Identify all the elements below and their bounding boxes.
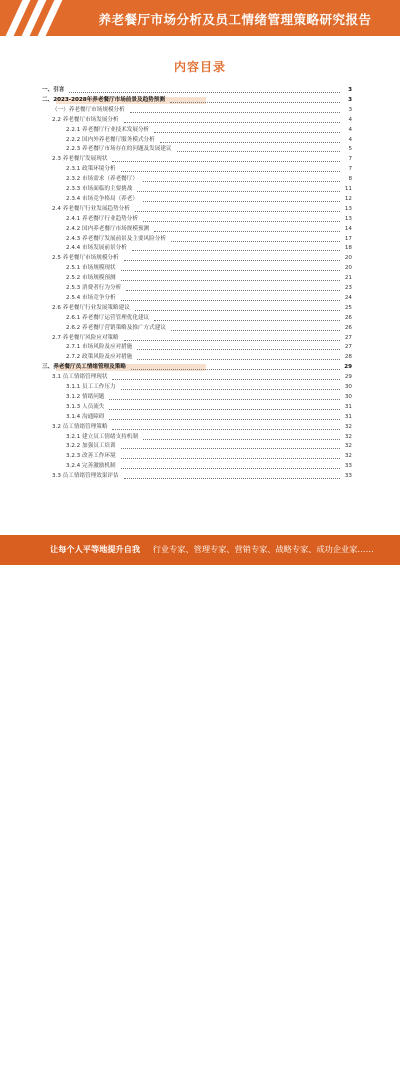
toc-page-number: 3 xyxy=(348,106,352,113)
toc-entry-title: 2.6 养老餐厅行业发展策略建议 xyxy=(52,304,130,311)
toc-leader-dots xyxy=(121,388,340,390)
toc-entry-title: 3.3 员工情绪管理效果评估 xyxy=(52,473,119,480)
toc-leader-dots xyxy=(121,170,340,172)
toc-entry[interactable] xyxy=(52,423,352,432)
toc-page-number: 14 xyxy=(344,225,352,232)
toc-leader-dots xyxy=(143,438,340,440)
toc-leader-dots xyxy=(177,150,340,152)
toc-entry-title: 2.2.3 养老餐厅市场存在的问题及发展建议 xyxy=(66,146,172,153)
toc-entry[interactable] xyxy=(52,472,352,481)
toc-leader-dots xyxy=(154,131,340,133)
toc-leader-dots xyxy=(143,180,340,182)
toc-page-number: 24 xyxy=(344,294,352,301)
toc-page-number: 32 xyxy=(344,433,352,440)
toc-entry-title: 三、养老餐厅员工情绪管理及策略 xyxy=(42,364,126,371)
toc-entry-title: 3.2 员工情绪管理策略 xyxy=(52,423,108,430)
toc-entry[interactable] xyxy=(66,225,352,234)
toc-entry-title: 2.3.1 政策环境分析 xyxy=(66,166,116,173)
toc-entry[interactable] xyxy=(52,334,352,343)
toc-leader-dots xyxy=(130,111,340,113)
toc-page-number: 26 xyxy=(344,314,352,321)
toc-page-number: 32 xyxy=(344,443,352,450)
toc-leader-dots xyxy=(171,240,340,242)
toc-entry[interactable] xyxy=(66,195,352,204)
toc-entry-title: 3.1.3 人员流失 xyxy=(66,403,105,410)
toc-leader-dots xyxy=(124,259,340,261)
toc-entry-title: 2.5 养老餐厅市场规模分析 xyxy=(52,255,119,262)
toc-heading: 内容目录 xyxy=(173,60,226,74)
toc-leader-dots xyxy=(124,339,340,341)
toc-entry[interactable] xyxy=(42,363,352,372)
toc-entry[interactable] xyxy=(52,373,352,382)
footer-banner xyxy=(0,535,400,565)
toc-page-number: 12 xyxy=(344,195,352,202)
footer-logo-icon xyxy=(12,1073,26,1087)
toc-entry-title: 3.1.4 沟通障碍 xyxy=(66,413,105,420)
toc-entry-title: 2.2.1 养老餐厅行业技术发展分析 xyxy=(66,126,150,133)
toc-page-number: 3 xyxy=(348,87,352,93)
toc-entry-title: 2.2.2 国内外养老餐厅服务模式分析 xyxy=(66,136,155,143)
toc-entry[interactable] xyxy=(66,185,352,194)
toc-page-number: 28 xyxy=(344,354,352,361)
toc-page-number: 29 xyxy=(344,374,352,381)
toc-entry[interactable] xyxy=(52,304,352,313)
footer-slogan: 让每个人平等地提升自我 xyxy=(50,544,141,554)
toc-leader-dots xyxy=(121,467,340,469)
toc-page-number: 8 xyxy=(348,176,352,183)
toc-leader-dots xyxy=(121,269,340,271)
toc-entry-title: 3.2.2 加强员工培训 xyxy=(66,443,116,450)
toc-leader-dots xyxy=(135,210,340,212)
toc-leader-dots xyxy=(154,230,340,232)
toc-leader-dots xyxy=(112,428,340,430)
toc-entry[interactable] xyxy=(66,165,352,174)
toc-entry-title: 2.3.4 市场竞争格局（养老） xyxy=(66,195,138,202)
toc-leader-dots xyxy=(154,319,340,321)
toc-entry-title: 2.4 养老餐厅行业发展趋势分析 xyxy=(52,205,130,212)
toc-leader-dots xyxy=(131,368,340,370)
toc-entry-title: 2.5.2 市场规模预测 xyxy=(66,275,116,282)
toc-page-number: 33 xyxy=(344,473,352,480)
header-banner xyxy=(0,0,400,36)
toc-entry-title: 一、引言 xyxy=(42,87,65,93)
toc-entry-title: 2.6.1 养老餐厅运营管理优化建议 xyxy=(66,314,150,321)
toc-entry[interactable] xyxy=(66,284,352,293)
toc-leader-dots xyxy=(171,329,340,331)
toc-page-number: 30 xyxy=(344,384,352,390)
toc-entry[interactable] xyxy=(66,383,352,392)
toc-page-number: 23 xyxy=(344,285,352,291)
toc-entry-title: 2.2 养老餐厅市场发展分析 xyxy=(52,116,119,123)
toc-entry[interactable] xyxy=(66,145,352,154)
toc-page-number: 4 xyxy=(348,136,352,143)
toc-entry-title: 2.4.1 养老餐厅行业趋势分析 xyxy=(66,215,138,222)
report-title: 养老餐厅市场分析及员工情绪管理策略研究报告 xyxy=(98,12,372,27)
toc-page-number: 31 xyxy=(344,413,352,420)
toc-page-number: 32 xyxy=(344,423,352,430)
toc-entry[interactable] xyxy=(66,244,352,253)
toc-page-number: 3 xyxy=(348,96,352,103)
toc-entry[interactable] xyxy=(66,136,352,145)
toc-leader-dots xyxy=(143,200,340,202)
toc-entry-title: 3.1 员工情绪管理现状 xyxy=(52,374,108,381)
toc-page-number: 25 xyxy=(344,304,352,311)
toc-leader-dots xyxy=(109,398,340,400)
toc-entry[interactable] xyxy=(66,235,352,244)
toc-leader-dots xyxy=(121,447,340,449)
toc-entry[interactable] xyxy=(52,254,352,263)
toc-leader-dots xyxy=(137,348,340,350)
toc-leader-dots xyxy=(137,190,340,192)
toc-leader-dots xyxy=(160,141,340,143)
toc-entry-title: 2.3 养老餐厅发展现状 xyxy=(52,156,108,163)
toc-entry[interactable] xyxy=(66,343,352,352)
toc-entry[interactable] xyxy=(52,205,352,214)
toc-page-number: 21 xyxy=(344,275,352,282)
toc-entry-title: 2.7.2 政策风险及应对措施 xyxy=(66,354,133,361)
toc-leader-dots xyxy=(170,101,340,103)
toc-entry[interactable] xyxy=(42,96,352,105)
toc-entry-title: 2.5.4 市场竞争分析 xyxy=(66,294,116,301)
toc-leader-dots xyxy=(109,418,340,420)
toc-entry[interactable] xyxy=(66,294,352,303)
footer-text xyxy=(50,544,400,555)
toc-entry-title: 2.4.2 国内养老餐厅市场规模预测 xyxy=(66,225,150,232)
toc-entry-title: 二、2023-2028年养老餐厅市场前景及趋势预测 xyxy=(42,96,165,103)
toc-page-number: 27 xyxy=(344,344,352,351)
toc-page-number: 5 xyxy=(348,146,352,153)
toc-page-number: 32 xyxy=(344,453,352,460)
toc-leader-dots xyxy=(132,249,340,251)
toc-page-number: 13 xyxy=(344,205,352,212)
toc-page-number: 11 xyxy=(344,186,352,192)
toc-entry[interactable] xyxy=(66,126,352,135)
toc-page-number: 7 xyxy=(348,156,352,163)
toc-entry-title: 2.3.3 市场面临的主要挑战 xyxy=(66,186,133,192)
toc-leader-dots xyxy=(121,279,340,281)
toc-leader-dots xyxy=(112,378,340,380)
toc-entry[interactable] xyxy=(66,324,352,333)
toc-entry[interactable] xyxy=(66,353,352,362)
toc-leader-dots xyxy=(143,220,340,222)
toc-page-number: 31 xyxy=(344,403,352,410)
toc-entry[interactable] xyxy=(66,413,352,422)
toc-entry-title: （一）养老餐厅市场规模分析 xyxy=(52,106,125,113)
toc-page-number: 7 xyxy=(348,166,352,173)
footer-experts: 行业专家、管理专家、营销专家、战略专家、成功企业家…… xyxy=(152,544,374,554)
toc-page-number: 18 xyxy=(344,245,352,252)
toc-page-number: 29 xyxy=(344,364,352,371)
toc-entry-title: 3.2.1 建立员工情绪支持机制 xyxy=(66,433,138,440)
toc-entry-title: 2.7.1 市场风险及应对措施 xyxy=(66,344,133,351)
toc-entry[interactable] xyxy=(66,452,352,461)
toc-entry[interactable] xyxy=(52,116,352,125)
toc-page-number: 20 xyxy=(344,255,352,262)
toc-entry[interactable] xyxy=(66,264,352,273)
toc-page-number: 13 xyxy=(344,215,352,222)
toc-leader-dots xyxy=(109,408,340,410)
toc-page-number: 27 xyxy=(344,334,352,341)
toc-entry-title: 3.1.1 员工工作压力 xyxy=(66,384,116,390)
toc-leader-dots xyxy=(121,457,340,459)
toc-leader-dots xyxy=(121,299,340,301)
toc-entry[interactable] xyxy=(42,86,352,95)
toc-entry-title: 3.2.4 完善激励机制 xyxy=(66,463,116,470)
toc-entry[interactable] xyxy=(66,403,352,412)
toc-entry-title: 3.1.2 情绪问题 xyxy=(66,393,105,400)
toc-entry[interactable] xyxy=(66,393,352,402)
toc-leader-dots xyxy=(135,309,340,311)
toc-page-number: 26 xyxy=(344,324,352,331)
toc-leader-dots xyxy=(124,477,340,479)
toc-entry-title: 2.5.3 消费者行为分析 xyxy=(66,285,122,291)
toc-entry[interactable] xyxy=(66,314,352,323)
toc-entry-title: 3.2.3 改善工作环境 xyxy=(66,453,116,460)
toc-page-number: 33 xyxy=(344,463,352,470)
toc-leader-dots xyxy=(69,91,340,93)
toc-entry[interactable] xyxy=(66,274,352,283)
toc-entry-title: 2.4.4 市场发展前景分析 xyxy=(66,245,127,252)
toc-entry-title: 2.6.2 养老餐厅营销策略及推广方式建议 xyxy=(66,324,166,331)
toc-entry-title: 2.7 养老餐厅风险应对策略 xyxy=(52,334,119,341)
toc-page-number: 20 xyxy=(344,265,352,272)
toc-leader-dots xyxy=(137,358,340,360)
toc-entry[interactable] xyxy=(66,175,352,184)
toc-leader-dots xyxy=(112,160,340,162)
toc-entry-title: 2.3.2 市场需求（养老餐厅） xyxy=(66,176,138,183)
toc-leader-dots xyxy=(124,121,340,123)
toc-entry-title: 2.4.3 养老餐厅发展前景及主要风险分析 xyxy=(66,235,166,242)
toc-entry[interactable] xyxy=(52,155,352,164)
toc-entry[interactable] xyxy=(66,462,352,471)
toc-page-number: 17 xyxy=(344,235,352,242)
toc-entry-title: 2.5.1 市场规模现状 xyxy=(66,265,116,272)
toc-leader-dots xyxy=(126,289,340,291)
toc-page-number: 4 xyxy=(348,116,352,123)
toc-entry[interactable] xyxy=(52,106,352,115)
toc-entry[interactable] xyxy=(66,442,352,451)
toc-entry[interactable] xyxy=(66,215,352,224)
toc-page-number: 4 xyxy=(348,126,352,133)
toc-entry[interactable] xyxy=(66,433,352,442)
toc-page-number: 30 xyxy=(344,393,352,400)
